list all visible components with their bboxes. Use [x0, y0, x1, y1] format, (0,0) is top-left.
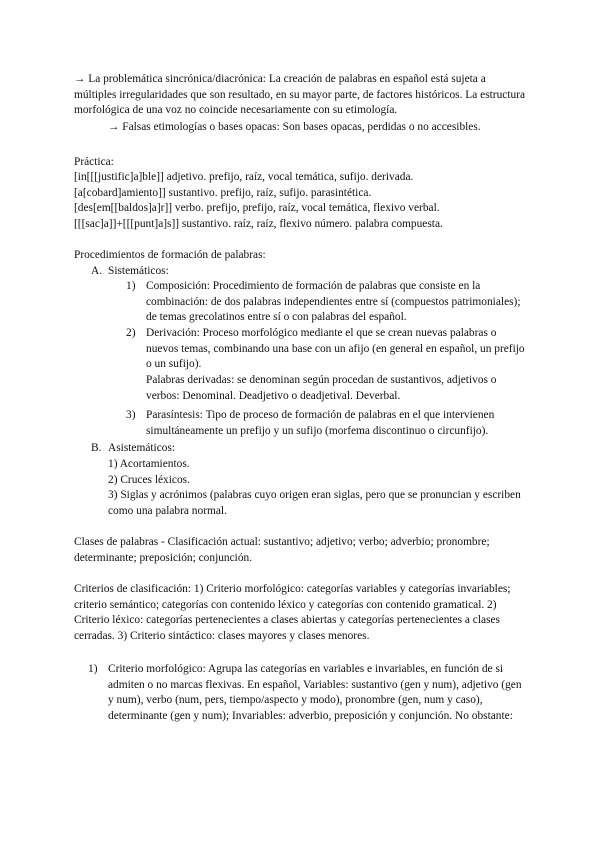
- criteria-paragraph: Criterios de clasificación: 1) Criterio morfológico: categorías variables y categorías invariables; criterio semántico; categorías con contenido léxico y categorías con contenido gramatical. 2) Criterio léxico: categorías pertenecientes a clases abiertas y categorías pertenecientes a clases cerradas. 3) Criterio sintáctico: clases mayores y clases menores.: [74, 583, 511, 642]
- item-number: 1): [88, 663, 98, 675]
- practice-line: [a[cobard]amiento]] sustantivo. prefijo, raíz, sufijo. parasintética.: [74, 187, 372, 199]
- list-title-systematic: Sistemáticos:: [108, 265, 169, 277]
- item-composition: Composición: Procedimiento de formación de palabras que consiste en la combinación: de dos palabras independientes entre sí (compuestos patrimoniales); de temas grecolatinos entre sí o con palabras del español.: [146, 280, 521, 323]
- practice-title: Práctica:: [74, 156, 114, 168]
- practice-line: [in[[[justific]a]ble]] adjetivo. prefijo, raíz, vocal temática, sufijo. derivada.: [74, 171, 414, 183]
- item-number: 2): [126, 327, 136, 339]
- asystematic-item: 3) Siglas y acrónimos (palabras cuyo origen eran siglas, pero que se pronuncian y escriben como una palabra normal.: [108, 489, 521, 517]
- list-label-b: B.: [91, 442, 102, 454]
- item-derivation: Derivación: Proceso morfológico mediante el que se crean nuevas palabras o nuevos temas, combinando una base con un afijo (en general en español, un prefijo o un sufijo).: [146, 327, 525, 370]
- intro-subparagraph: → Falsas etimologías o bases opacas: Son bases opacas, perdidas o no accesibles.: [108, 121, 481, 133]
- item-number: 1): [126, 280, 136, 292]
- list-label-a: A.: [91, 265, 103, 277]
- practice-line: [[[sac]a]]+[[[punt]a]s]] sustantivo. raíz, raíz, flexivo número. palabra compuesta.: [74, 218, 443, 230]
- item-number: 3): [126, 409, 136, 421]
- classes-paragraph: Clases de palabras - Clasificación actual: sustantivo; adjetivo; verbo; adverbio; pronombre; determinante; preposición; conjunción.: [74, 536, 490, 564]
- item-derivation-extra: Palabras derivadas: se denominan según procedan de sustantivos, adjetivos o verbos: Denominal. Deadjetivo o deadjetival. Deverbal.: [146, 374, 497, 402]
- intro-paragraph: → La problemática sincrónica/diacrónica: La creación de palabras en español está sujeta a múltiples irregularidades que son resultado, en su mayor parte, de factores históricos. La estructura morfológica de una voz no coincide necesariamente con su etimología.: [74, 73, 526, 116]
- list-title-asystematic: Asistemáticos:: [108, 442, 176, 454]
- asystematic-item: 2) Cruces léxicos.: [108, 474, 190, 486]
- procedures-title: Procedimientos de formación de palabras:: [74, 249, 266, 261]
- morphological-criterion: Criterio morfológico: Agrupa las categorías en variables e invariables, en función de si admiten o no marcas flexivas. En español, Variables: sustantivo (gen y num), adjetivo (gen y num), verbo (num, pers, tiempo/aspecto y modo), pronombre (gen, num y caso), determinante (gen y num); Invariables: adverbio, preposición y conjunción. No obstante:: [108, 663, 522, 722]
- asystematic-item: 1) Acortamientos.: [108, 458, 190, 470]
- practice-line: [des[em[[baldos]a]r]] verbo. prefijo, prefijo, raíz, vocal temática, flexivo verbal.: [74, 202, 440, 214]
- item-parasynthesis: Parasíntesis: Tipo de proceso de formación de palabras en el que intervienen simultáneamente un prefijo y un sufijo (morfema discontinuo o circunfijo).: [146, 409, 495, 437]
